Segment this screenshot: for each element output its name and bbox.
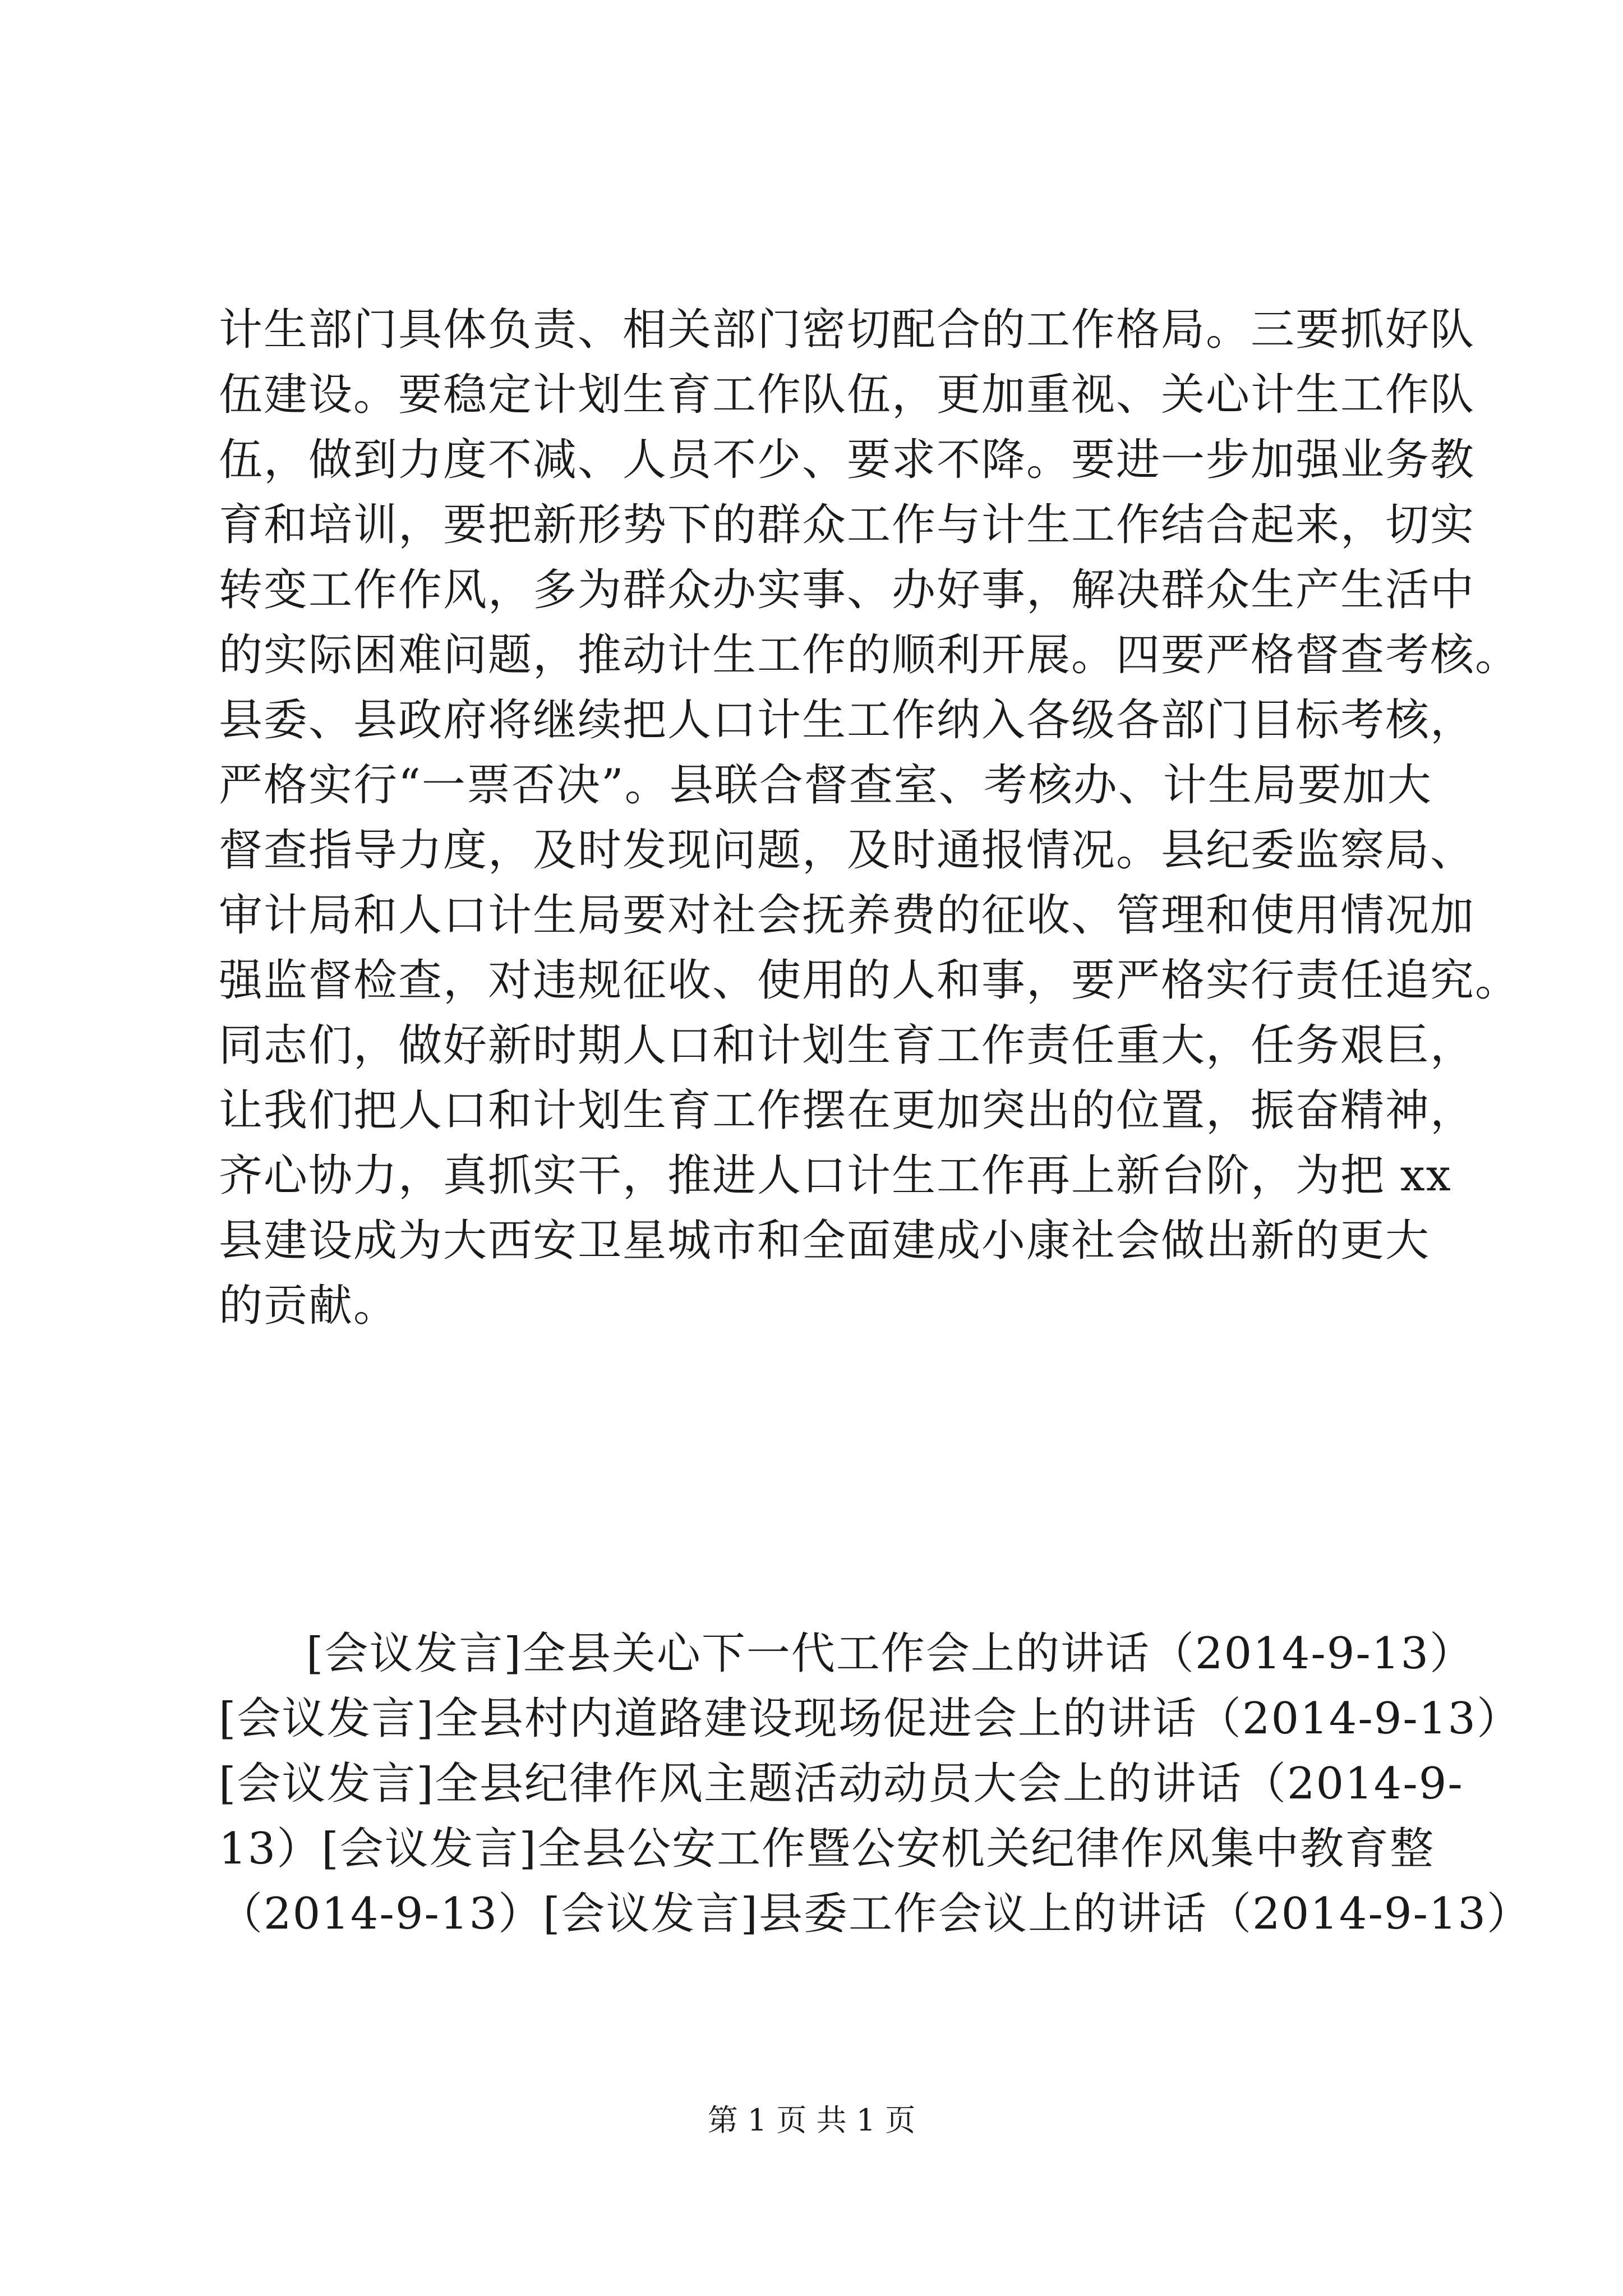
body-line: 计生部门具体负责、相关部门密切配合的工作格局。三要抓好队 xyxy=(219,305,1476,355)
body-line: 督查指导力度，及时发现问题，及时通报情况。县纪委监察局、 xyxy=(219,825,1476,876)
body-line: 强监督检查，对违规征收、使用的人和事，要严格实行责任追究。 xyxy=(219,955,1520,1006)
body-line: 同志们，做好新时期人口和计划生育工作责任重大，任务艰巨， xyxy=(219,1020,1476,1071)
body-line: 的贡献。 xyxy=(219,1281,399,1331)
page-footer: 第 1 页 共 1 页 xyxy=(707,2102,916,2138)
body-line: 让我们把人口和计划生育工作摆在更加突出的位置，振奋精神， xyxy=(219,1085,1476,1136)
related-links xyxy=(219,1621,1532,1947)
body-line: 育和培训，要把新形势下的群众工作与计生工作结合起来，切实 xyxy=(219,500,1476,550)
related-link-line: （2014-9-13）[会议发言]县委工作会议上的讲话（2014-9-13） xyxy=(219,1889,1532,1939)
body-line: 县委、县政府将继续把人口计生工作纳入各级各部门目标考核， xyxy=(219,695,1476,746)
related-link-line: [会议发言]全县关心下一代工作会上的讲话（2014-9-13） xyxy=(306,1628,1474,1679)
body-line: 伍，做到力度不减、人员不少、要求不降。要进一步加强业务教 xyxy=(219,435,1476,485)
related-link-line: [会议发言]全县村内道路建设现场促进会上的讲话（2014-9-13） xyxy=(219,1694,1521,1744)
body-line: 伍建设。要稳定计划生育工作队伍，更加重视、关心计生工作队 xyxy=(219,370,1476,420)
body-line: 严格实行“一票否决”。县联合督查室、考核办、计生局要加大 xyxy=(219,760,1432,811)
body-line: 县建设成为大西安卫星城市和全面建成小康社会做出新的更大 xyxy=(219,1216,1431,1266)
body-line: 齐心协力，真抓实干，推进人口计生工作再上新台阶，为把 xx xyxy=(219,1151,1452,1201)
body-line: 审计局和人口计生局要对社会抚养费的征收、管理和使用情况加 xyxy=(219,890,1476,941)
related-link-line: [会议发言]全县纪律作风主题活动动员大会上的讲话（2014-9- xyxy=(219,1759,1464,1809)
body-text xyxy=(219,297,1520,1338)
body-line: 转变工作作风，多为群众办实事、办好事，解决群众生产生活中 xyxy=(219,565,1476,615)
related-link-line: 13）[会议发言]全县公安工作暨公安机关纪律作风集中教育整 xyxy=(219,1824,1435,1874)
body-line: 的实际困难问题，推动计生工作的顺利开展。四要严格督查考核。 xyxy=(219,630,1520,680)
